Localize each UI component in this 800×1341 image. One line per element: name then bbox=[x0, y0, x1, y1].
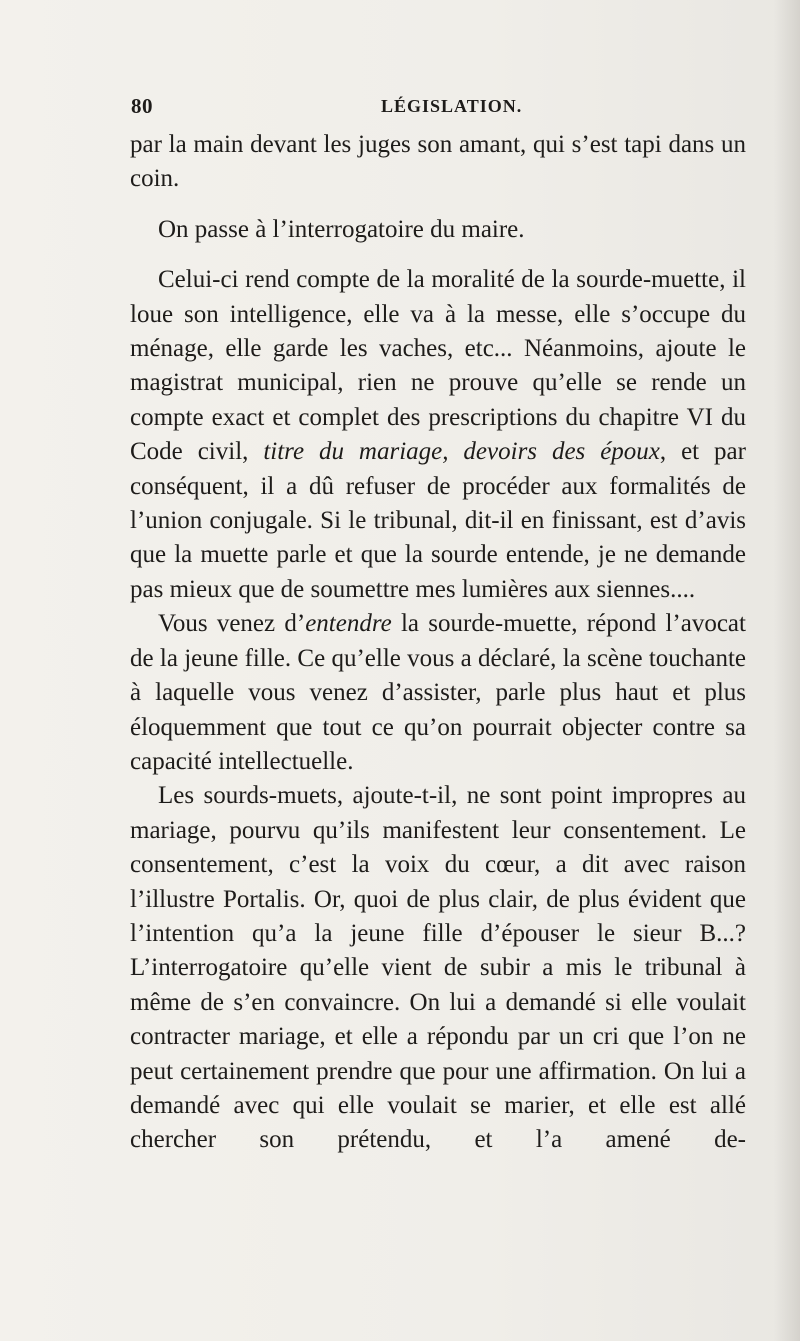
paragraph-text: , et par conséquent, il a dû refuser de procéder aux formalités de l’union conjugale. Si le tribunal, dit-il en finissant, est d’avis que la muette parle et que la sourde entende, je ne demande pas mieux que de soumettre mes lumières aux siennes.... bbox=[130, 438, 746, 603]
paragraph-text: Vous venez d’ bbox=[158, 610, 306, 638]
paragraph bbox=[130, 263, 746, 607]
page-header bbox=[131, 94, 744, 124]
body-text bbox=[130, 128, 746, 1158]
paragraph bbox=[130, 607, 746, 779]
italic-word: entendre bbox=[305, 610, 392, 638]
paragraph bbox=[130, 779, 746, 1157]
paragraph bbox=[130, 213, 746, 247]
paragraph-text: par la main devant les juges son amant, qui s’est tapi dans un coin. bbox=[130, 131, 746, 193]
page-number: 80 bbox=[131, 94, 153, 118]
paragraph-continued bbox=[130, 128, 746, 197]
paragraph-text: On passe à l’interrogatoire du maire. bbox=[158, 215, 525, 243]
paragraph-text: la sourde-muette, répond l’avocat de la jeune fille. Ce qu’elle vous a déclaré, la scène touchante à laquelle vous venez d’assister, parle plus haut et plus éloquemment que tout ce qu’on pourrait objecter contre sa capacité intellectuelle. bbox=[130, 610, 746, 775]
paragraph-text: Les sourds-muets, ajoute-t-il, ne sont point impropres au mariage, pourvu qu’ils manifestent leur consentement. Le consentement, c’est la voix du cœur, a dit avec raison l’illustre Portalis. Or, quoi de plus clair, de plus évident que l’intention qu’a la jeune fille d’épouser le sieur B...? L’interrogatoire qu’elle vient de subir a mis le tribunal à même de s’en convaincre. On lui a demandé si elle voulait contracter mariage, et elle a répondu par un cri que l’on ne peut certainement prendre que pour une affirmation. On lui a demandé avec qui elle voulait se marier, et elle est allé chercher son prétendu, et l’a amené de- bbox=[130, 782, 746, 1154]
paragraph-text: Celui-ci rend compte de la moralité de la sourde-muette, il loue son intelligence, elle va à la messe, elle s’occupe du ménage, elle garde les vaches, etc... Néanmoins, ajoute le magistrat municipal, rien ne prouve qu’elle se rende un compte exact et complet des prescriptions du chapitre VI du Code civil, bbox=[130, 266, 746, 466]
page-edge-shadow bbox=[774, 0, 800, 1341]
running-title: LÉGISLATION. bbox=[381, 96, 523, 116]
italic-citation: titre du mariage, devoirs des époux bbox=[263, 438, 660, 466]
